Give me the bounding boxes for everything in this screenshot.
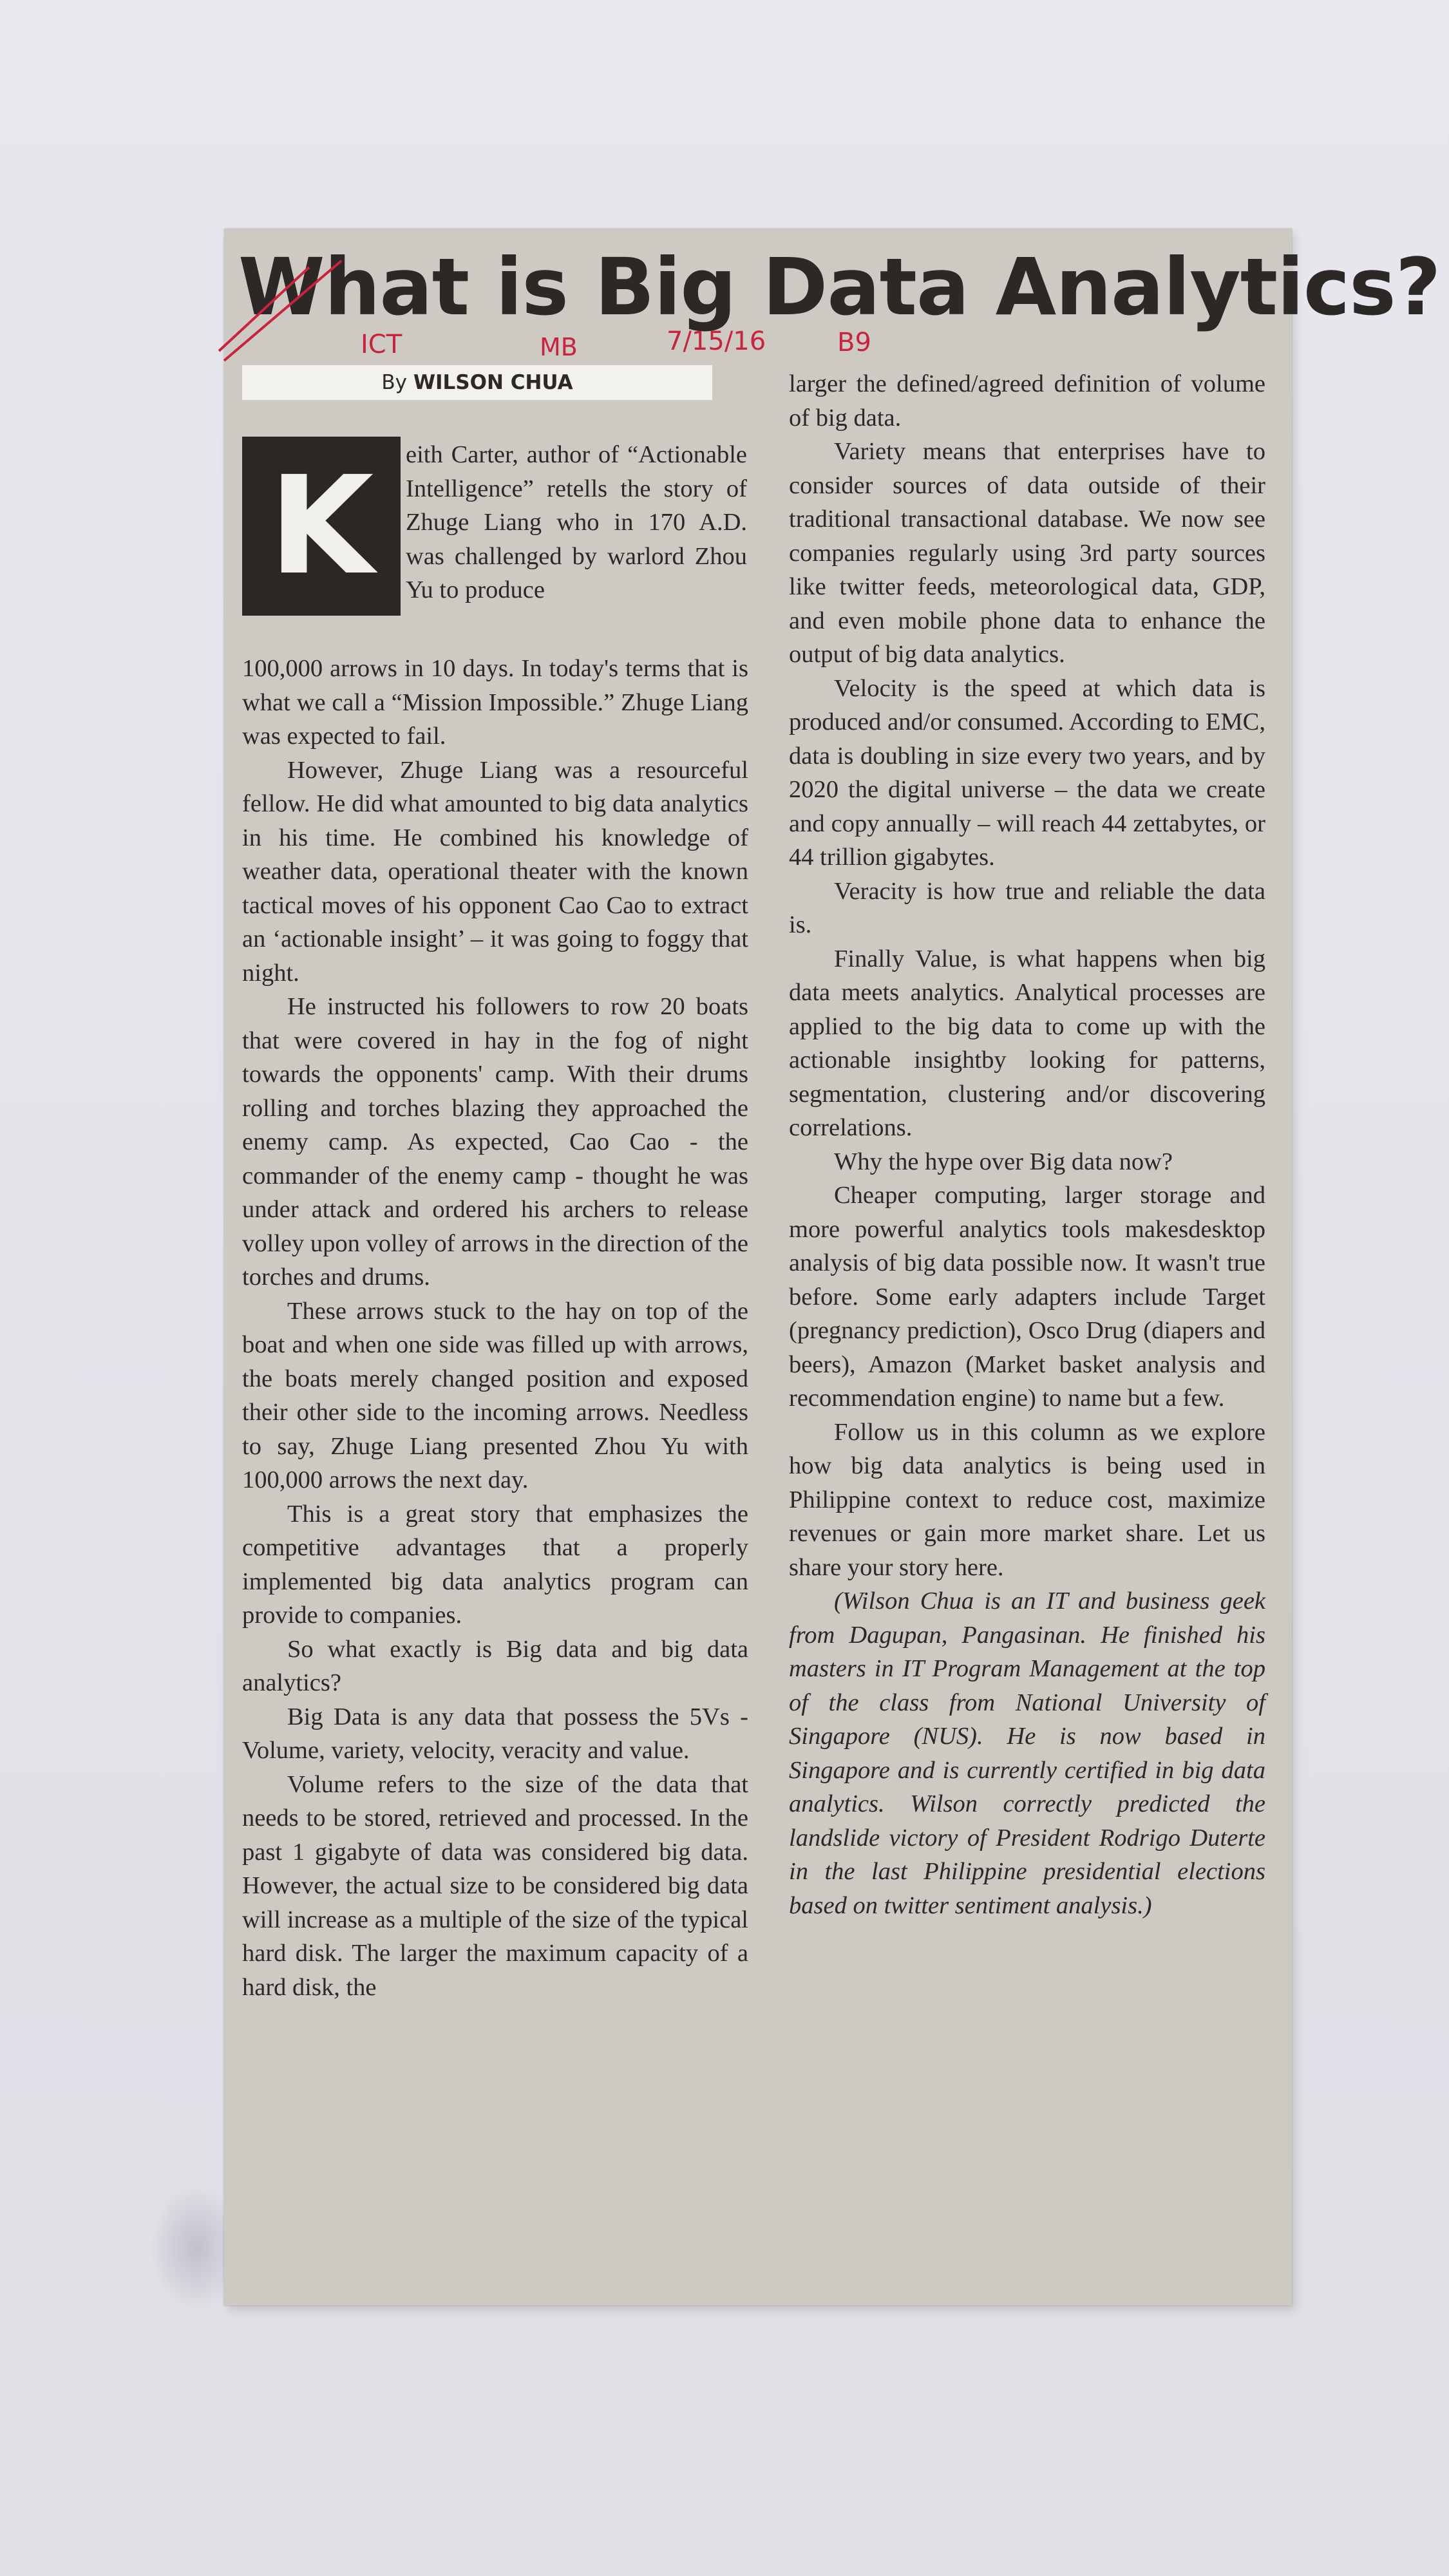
drop-cap: K <box>242 437 401 616</box>
right-paragraph: Velocity is the speed at which data is produced and/or consumed. According to EMC, data is doubling in size every two years, and by 2020 the digital universe – the data we create and copy annually – will reach 44 zettabytes, or 44 trillion gigabytes. <box>789 674 1265 871</box>
byline-author: WILSON CHUA <box>413 371 573 394</box>
left-column <box>242 652 748 2004</box>
author-bio: (Wilson Chua is an IT and business geek from Dagupan, Pangasinan. He finished his masters in IT Program Management at the top of the class from National University of Singapore (NUS). He is now based in Singapore and is currently certified in big data analytics. Wilson correctly predicted the landslide victory of President Rodrigo Duterte in the last Philippine presidential elections based on twitter sentiment analysis.) <box>789 1587 1265 1919</box>
left-paragraph: Big Data is any data that possess the 5Vs - Volume, variety, velocity, veracity and value. <box>242 1703 748 1764</box>
left-paragraph: Volume refers to the size of the data that needs to be stored, retrieved and processed. In the past 1 gigabyte of data was considered big data. However, the actual size to be considered big data will increase as a multiple of the size of the typical hard disk. The larger the maximum capacity of a hard disk, the <box>242 1770 748 2001</box>
right-paragraph: Follow us in this column as we explore how big data analytics is being used in Philippine context to reduce cost, maximize revenues or gain more market share. Let us share your story here. <box>789 1418 1265 1581</box>
right-paragraph: larger the defined/agreed definition of volume of big data. <box>789 370 1265 431</box>
right-paragraph: Veracity is how true and reliable the data is. <box>789 877 1265 938</box>
left-paragraph: He instructed his followers to row 20 boats that were covered in hay in the fog of night towards the opponents' camp. With their drums rolling and torches blazing they approached the enemy camp. As expected, Cao Cao - the commander of the enemy camp - thought he was under attack and ordered his archers to release volley upon volley of arrows in the direction of the torches and drums. <box>242 993 748 1291</box>
right-paragraph: Variety means that enterprises have to consider sources of data outside of their traditional transactional database. We now see companies regularly using 3rd party sources like twitter feeds, meteorological data, GDP, and even mobile phone data to enhance the output of big data analytics. <box>789 438 1265 668</box>
annotation-date: 7/15/16 <box>667 327 766 356</box>
annotation-section: ICT <box>361 330 402 359</box>
intro-paragraph: eith Carter, author of “Actionable Intelligence” retells the story of Zhuge Liang who in 170 A.D. was challenged by warlord Zhou Yu to produce <box>406 441 747 603</box>
left-paragraph: This is a great story that emphasizes the competitive advantages that a properly implemented big data analytics program can provide to companies. <box>242 1500 748 1629</box>
article-headline: What is Big Data Analytics? <box>238 242 1441 333</box>
annotation-page: B9 <box>837 328 871 357</box>
left-paragraph: 100,000 arrows in 10 days. In today's terms that is what we call a “Mission Impossible.” Zhuge Liang was expected to fail. <box>242 655 748 750</box>
right-paragraph: Finally Value, is what happens when big data meets analytics. Analytical processes are applied to the big data to come up with the actionable insightby looking for patterns, segmentation, clustering and/or discovering correlations. <box>789 945 1265 1141</box>
left-paragraph: So what exactly is Big data and big data analytics? <box>242 1635 748 1696</box>
right-column <box>789 367 1265 1922</box>
byline-prefix: By <box>381 371 407 394</box>
left-column-intro <box>406 438 747 607</box>
right-paragraph: Why the hype over Big data now? <box>834 1148 1173 1175</box>
left-paragraph: These arrows stuck to the hay on top of the boat and when one side was filled up with arrows, the boats merely changed position and exposed their other side to the incoming arrows. Needless to say, Zhuge Liang presented Zhou Yu with 100,000 arrows the next day. <box>242 1297 748 1493</box>
byline <box>242 365 712 400</box>
left-paragraph: However, Zhuge Liang was a resourceful fellow. He did what amounted to big data analytics in his time. He combined his knowledge of weather data, operational theater with the known tactical moves of his opponent Cao Cao to extract an ‘actionable insight’ – it was going to foggy that night. <box>242 756 748 987</box>
right-paragraph: Cheaper computing, larger storage and more powerful analytics tools makesdesktop analysis of big data possible now. It wasn't true before. Some early adapters include Target (pregnancy prediction), Osco Drug (diapers and beers), Amazon (Market basket analysis and recommendation engine) to name but a few. <box>789 1182 1265 1412</box>
strike-through-annotation <box>213 254 444 364</box>
annotation-paper: MB <box>540 333 578 361</box>
